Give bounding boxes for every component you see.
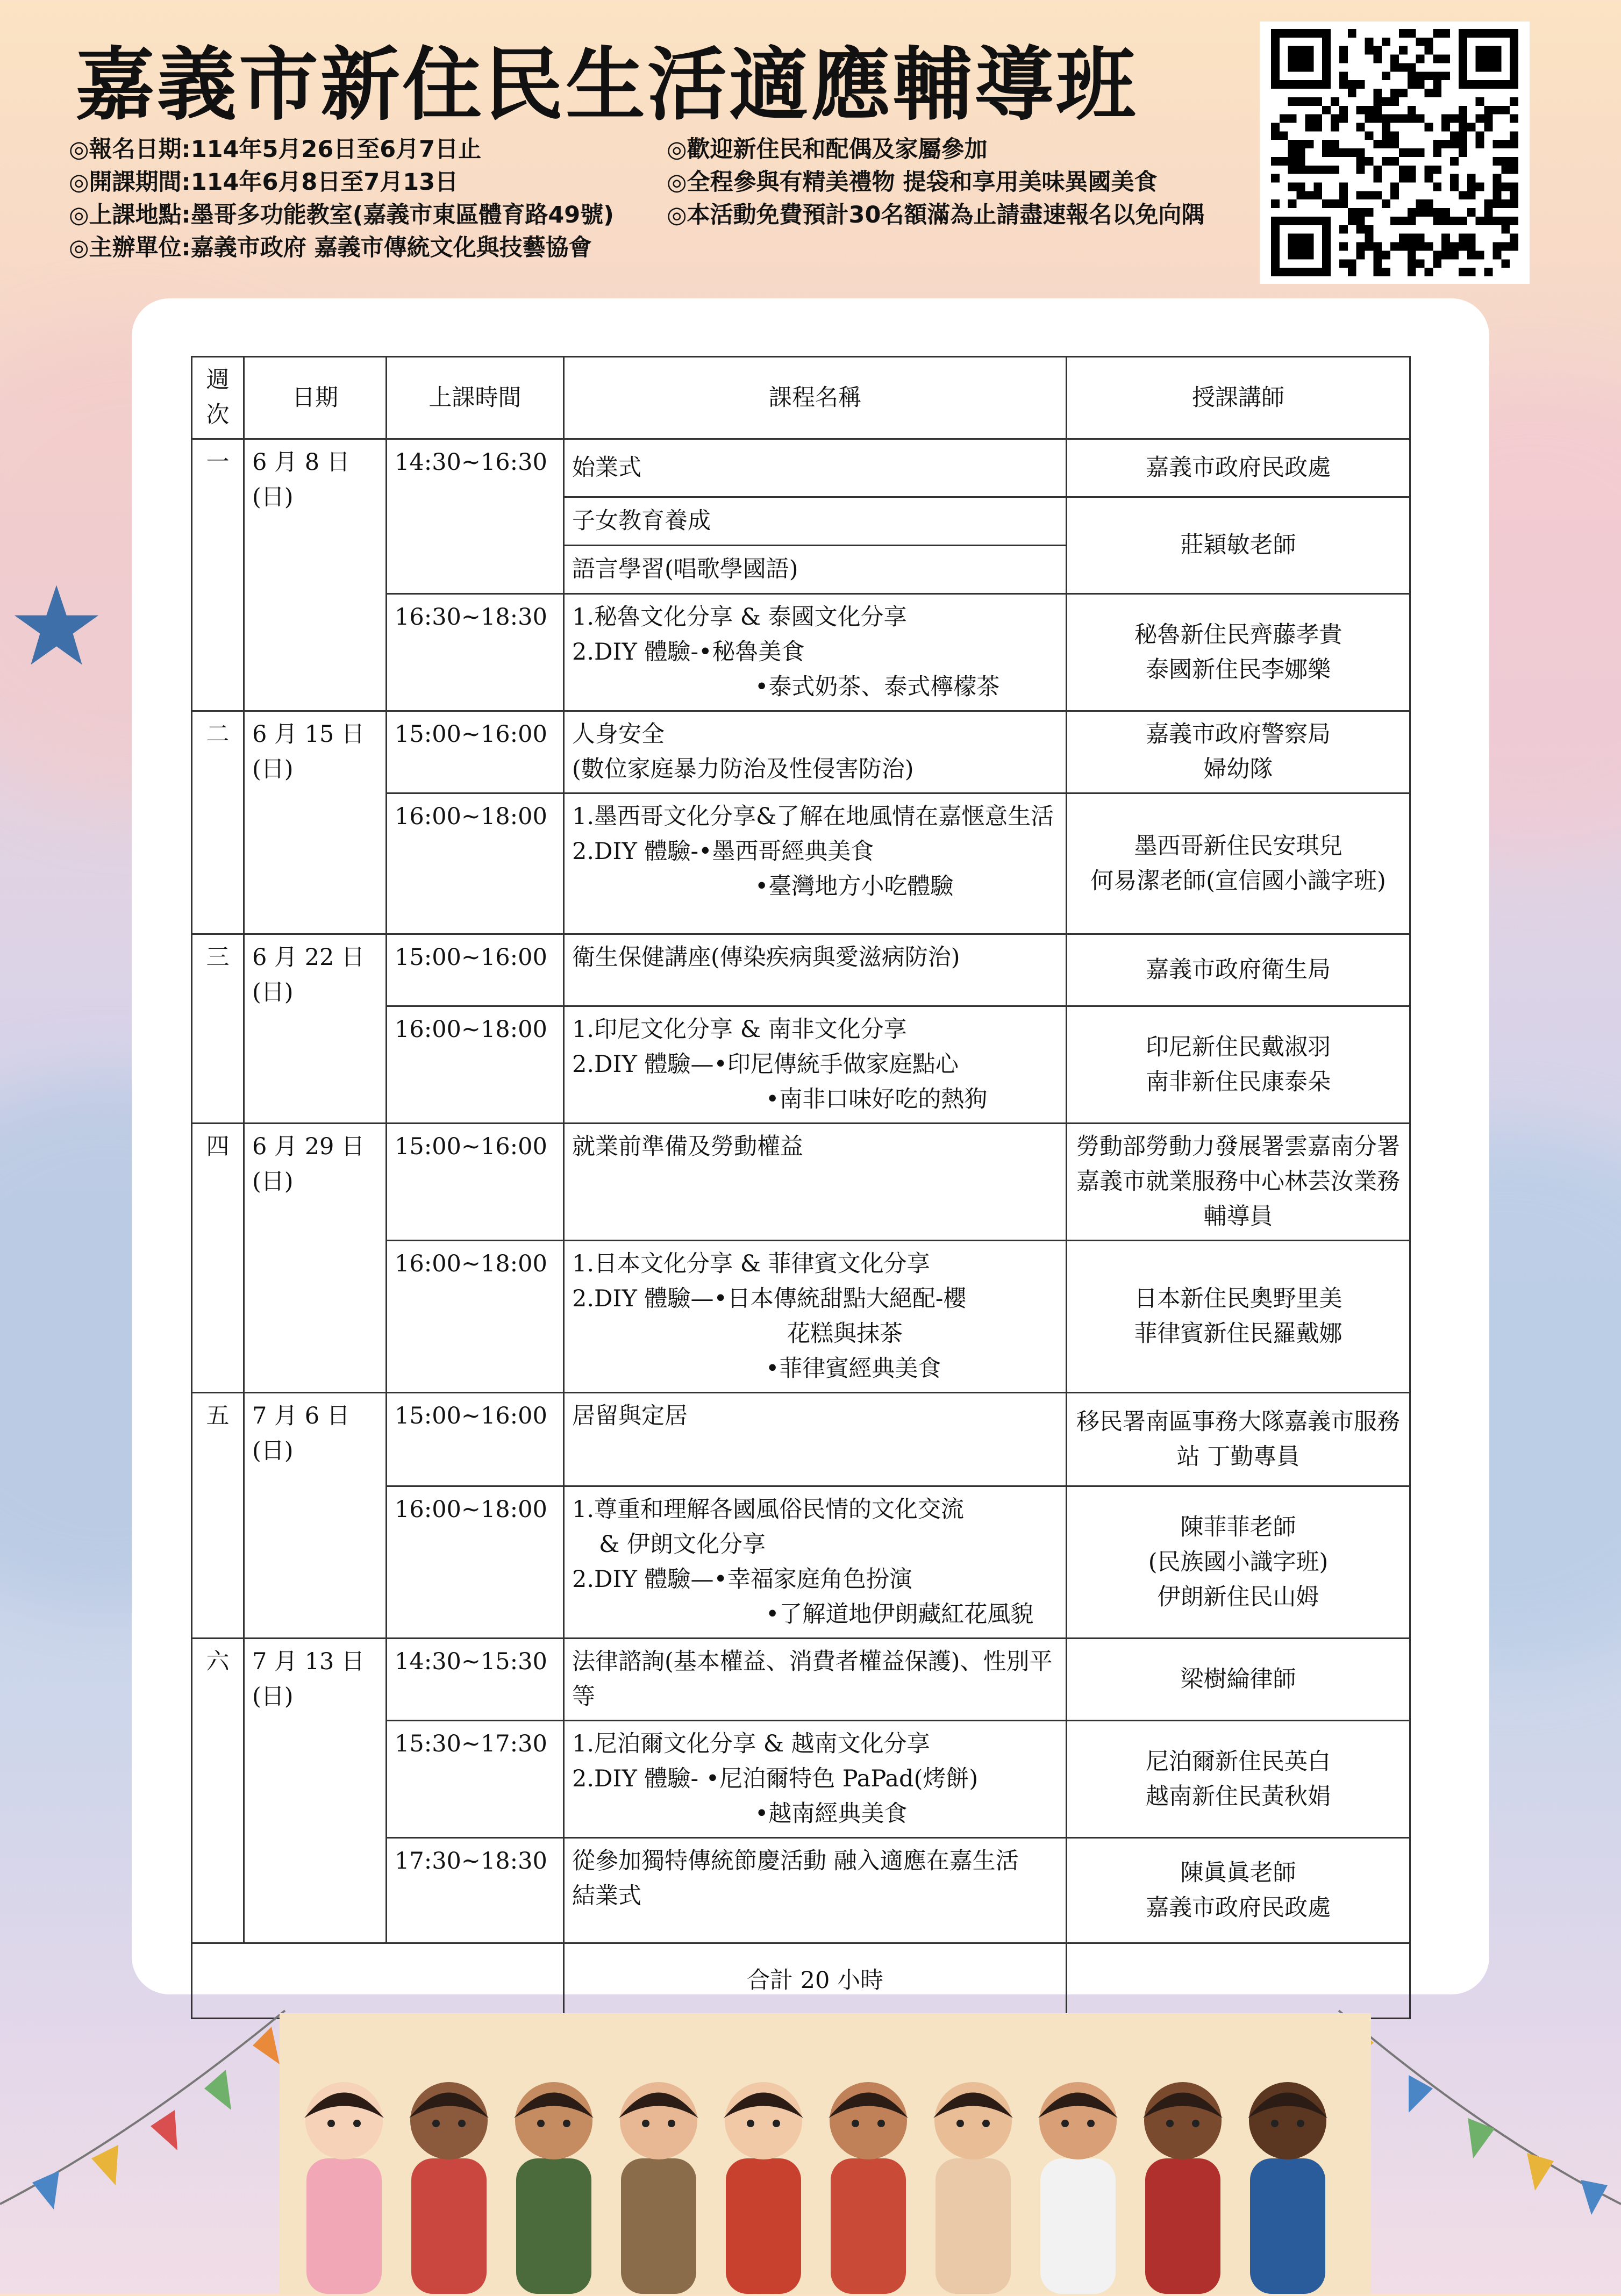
info-location: ◎上課地點:墨哥多功能教室(嘉義市東區體育路49號) (69, 202, 614, 228)
time-cell: 17:30~18:30 (387, 1838, 564, 1943)
course-cell: 1.秘魯文化分享 & 泰國文化分享 2.DIY 體驗-•秘魯美食 •泰式奶茶、泰式檸檬茶 (564, 594, 1067, 711)
bunting-left-icon (0, 2000, 301, 2226)
course-cell: 衛生保健講座(傳染疾病與愛滋病防治) (564, 934, 1067, 1006)
time-cell: 16:30~18:30 (387, 594, 564, 711)
week-cell: 二 (192, 711, 244, 934)
course-cell: 就業前準備及勞動權益 (564, 1124, 1067, 1241)
teacher-cell: 陳菲菲老師 (民族國小識字班) 伊朗新住民山姆 (1067, 1486, 1410, 1639)
date-cell: 6 月 22 日 (日) (244, 934, 387, 1124)
total-row (192, 1943, 1410, 2019)
header-date: 日期 (244, 357, 387, 439)
time-cell: 15:00~16:00 (387, 711, 564, 793)
teacher-cell: 墨西哥新住民安琪兒 何易潔老師(宣信國小識字班) (1067, 793, 1410, 934)
info-welcome: ◎歡迎新住民和配偶及家屬參加 (667, 136, 988, 163)
date-cell: 7 月 13 日 (日) (244, 1639, 387, 1943)
bunting-right-icon (1333, 2000, 1621, 2226)
time-cell: 15:30~17:30 (387, 1721, 564, 1838)
course-cell: 居留與定居 (564, 1393, 1067, 1486)
time-cell: 15:00~16:00 (387, 1124, 564, 1241)
teacher-cell: 日本新住民奧野里美 菲律賓新住民羅戴娜 (1067, 1241, 1410, 1393)
info-gift: ◎全程參與有精美禮物 提袋和享用美味異國美食 (667, 169, 1158, 196)
page-title: 嘉義市新住民生活適應輔導班 (75, 39, 1138, 131)
course-cell: 人身安全 (數位家庭暴力防治及性侵害防治) (564, 711, 1067, 793)
teacher-cell: 陳眞眞老師 嘉義市政府民政處 (1067, 1838, 1410, 1943)
course-cell: 始業式 (564, 439, 1067, 497)
info-left (69, 133, 614, 264)
course-cell: 法律諮詢(基本權益、消費者權益保護)、性別平等 (564, 1639, 1067, 1721)
teacher-cell: 嘉義市政府衛生局 (1067, 934, 1410, 1006)
teacher-cell: 尼泊爾新住民英白 越南新住民黃秋娟 (1067, 1721, 1410, 1838)
info-organizer: ◎主辦單位:嘉義市政府 嘉義市傳統文化與技藝協會 (69, 234, 592, 261)
table-header-row (192, 357, 1410, 439)
week-cell: 四 (192, 1124, 244, 1393)
teacher-cell: 勞動部勞動力發展署雲嘉南分署嘉義市就業服務中心林芸汝業務輔導員 (1067, 1124, 1410, 1241)
people-icon (280, 2013, 1371, 2294)
date-cell: 6 月 8 日 (日) (244, 439, 387, 711)
course-cell: 1.尊重和理解各國風俗民情的文化交流 & 伊朗文化分享 2.DIY 體驗—•幸福家庭角色扮演 •了解道地伊朗藏紅花風貌 (564, 1486, 1067, 1639)
teacher-cell: 秘魯新住民齊藤孝貴 泰國新住民李娜樂 (1067, 594, 1410, 711)
date-cell: 6 月 29 日 (日) (244, 1124, 387, 1393)
course-cell: 1.印尼文化分享 & 南非文化分享 2.DIY 體驗—•印尼傳統手做家庭點心 •南非口味好吃的熱狗 (564, 1006, 1067, 1124)
week-cell: 一 (192, 439, 244, 711)
total-cell: 合計 20 小時 (564, 1943, 1067, 2019)
teacher-cell: 莊穎敏老師 (1067, 497, 1410, 594)
info-free: ◎本活動免費預計30名額滿為止請盡速報名以免向隅 (667, 202, 1205, 228)
course-cell: 1.日本文化分享 & 菲律賓文化分享 2.DIY 體驗—•日本傳統甜點大絕配-櫻 花糕與抹茶 •菲律賓經典美食 (564, 1241, 1067, 1393)
time-cell: 16:00~18:00 (387, 1006, 564, 1124)
header-teacher: 授課講師 (1067, 357, 1410, 439)
table-row (192, 1124, 1410, 1241)
teacher-cell: 嘉義市政府警察局 婦幼隊 (1067, 711, 1410, 793)
time-cell: 16:00~18:00 (387, 1486, 564, 1639)
table-row (192, 934, 1410, 1006)
qr-code[interactable] (1260, 22, 1530, 284)
date-cell: 7 月 6 日 (日) (244, 1393, 387, 1639)
teacher-cell: 印尼新住民戴淑羽 南非新住民康泰朵 (1067, 1006, 1410, 1124)
course-cell: 1.尼泊爾文化分享 & 越南文化分享 2.DIY 體驗- •尼泊爾特色 PaPad(烤餅) •越南經典美食 (564, 1721, 1067, 1838)
people-illustration (280, 2013, 1371, 2294)
info-registration-date: ◎報名日期:114年5月26日至6月7日止 (69, 136, 482, 163)
week-cell: 六 (192, 1639, 244, 1943)
date-cell: 6 月 15 日 (日) (244, 711, 387, 934)
week-cell: 五 (192, 1393, 244, 1639)
time-cell: 16:00~18:00 (387, 1241, 564, 1393)
time-cell: 16:00~18:00 (387, 793, 564, 934)
course-cell: 1.墨西哥文化分享&了解在地風情在嘉惬意生活 2.DIY 體驗-•墨西哥經典美食 •臺灣地方小吃體驗 (564, 793, 1067, 934)
teacher-cell: 梁樹綸律師 (1067, 1639, 1410, 1721)
schedule-table (191, 356, 1411, 2019)
header-course: 課程名稱 (564, 357, 1067, 439)
table-row (192, 711, 1410, 793)
week-cell: 三 (192, 934, 244, 1124)
time-cell: 14:30~16:30 (387, 439, 564, 594)
time-cell: 14:30~15:30 (387, 1639, 564, 1721)
course-cell: 語言學習(唱歌學國語) (564, 546, 1067, 594)
header-week: 週 次 (192, 357, 244, 439)
table-row (192, 1639, 1410, 1721)
table-row (192, 1393, 1410, 1486)
table-row (192, 439, 1410, 497)
info-course-period: ◎開課期間:114年6月8日至7月13日 (69, 169, 459, 196)
info-right (667, 133, 1204, 232)
teacher-cell: 嘉義市政府民政處 (1067, 439, 1410, 497)
course-cell: 子女教育養成 (564, 497, 1067, 546)
time-cell: 15:00~16:00 (387, 1393, 564, 1486)
course-cell: 從參加獨特傳統節慶活動 融入適應在嘉生活 結業式 (564, 1838, 1067, 1943)
header-time: 上課時間 (387, 357, 564, 439)
qr-code-icon (1268, 29, 1521, 276)
star-icon (11, 581, 102, 672)
time-cell: 15:00~16:00 (387, 934, 564, 1006)
teacher-cell: 移民署南區事務大隊嘉義市服務站 丁勤專員 (1067, 1393, 1410, 1486)
